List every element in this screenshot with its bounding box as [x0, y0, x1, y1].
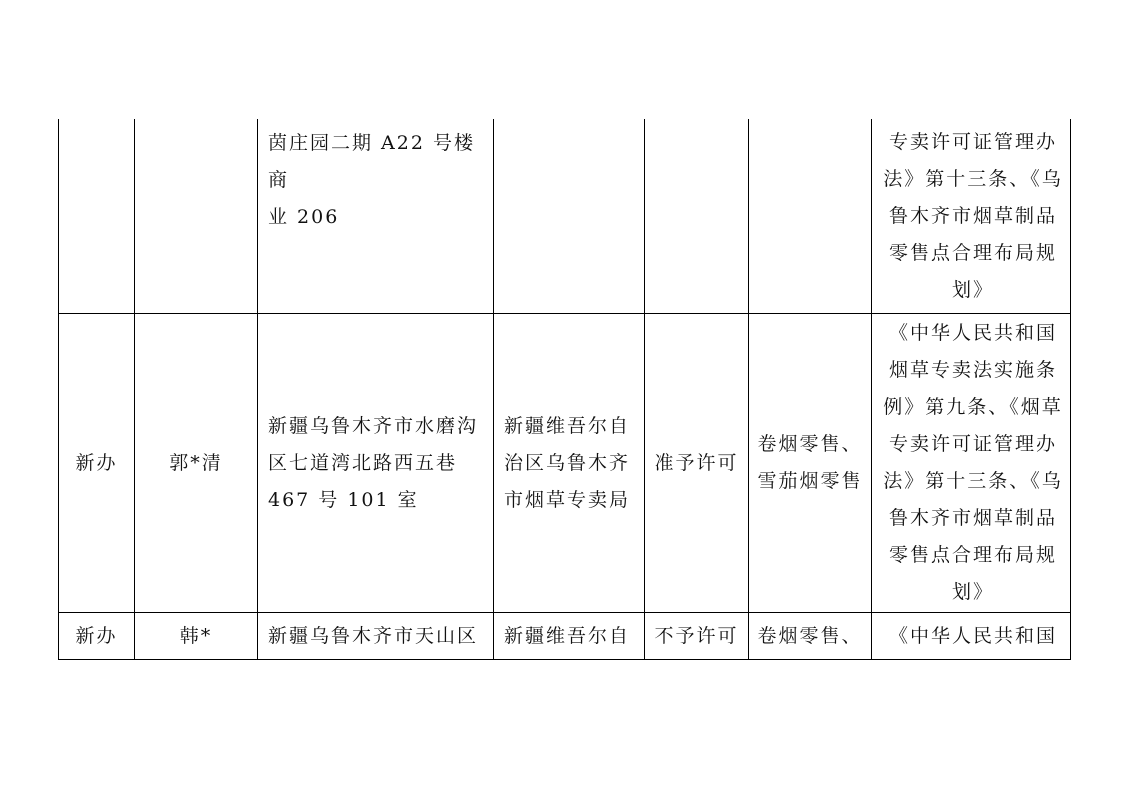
cell-name: 郭*清	[135, 314, 258, 613]
table-row	[59, 314, 1071, 613]
cell-scope	[749, 613, 872, 660]
basis-line: 烟草专卖法实施条	[888, 359, 1057, 381]
basis-line: 法》第十三条、《乌	[883, 167, 1063, 190]
basis-line: 鲁木齐市烟草制品	[888, 507, 1057, 529]
scope-line: 卷烟零售、	[757, 433, 863, 455]
basis-line: 法》第十三条、《乌	[883, 470, 1063, 492]
cell-type	[59, 119, 135, 314]
table-row	[59, 613, 1071, 660]
cell-authority	[494, 119, 645, 314]
scope-line: 卷烟零售、	[757, 624, 863, 647]
cell-address	[258, 314, 494, 613]
address-line: 新疆乌鲁木齐市水磨沟	[268, 414, 479, 437]
license-decision-table	[58, 119, 1071, 660]
basis-line: 专卖许可证管理办	[888, 433, 1057, 455]
address-line: 新疆乌鲁木齐市天山区	[268, 624, 479, 647]
cell-basis	[872, 613, 1071, 660]
table-row	[59, 119, 1071, 314]
scope-line: 雪茄烟零售	[757, 470, 863, 492]
basis-line: 例》第九条、《烟草	[883, 396, 1063, 418]
basis-line: 零售点合理布局规	[888, 544, 1057, 566]
cell-type: 新办	[59, 314, 135, 613]
address-line: 茵庄园二期 A22 号楼商	[268, 132, 475, 191]
address-line: 业 206	[268, 206, 340, 228]
basis-line: 零售点合理布局规	[888, 241, 1057, 264]
cell-decision: 不予许可	[645, 613, 749, 660]
basis-line: 划》	[951, 278, 994, 301]
cell-basis	[872, 314, 1071, 613]
cell-name: 韩*	[135, 613, 258, 660]
authority-line: 新疆维吾尔自	[504, 414, 631, 437]
cell-name	[135, 119, 258, 314]
cell-type: 新办	[59, 613, 135, 660]
cell-decision	[645, 119, 749, 314]
cell-address	[258, 119, 494, 314]
cell-scope	[749, 314, 872, 613]
basis-line: 《中华人民共和国	[888, 322, 1057, 344]
basis-line: 《中华人民共和国	[888, 624, 1057, 647]
cell-decision: 准予许可	[645, 314, 749, 613]
cell-authority	[494, 613, 645, 660]
cell-authority	[494, 314, 645, 613]
basis-line: 鲁木齐市烟草制品	[888, 204, 1057, 227]
cell-address	[258, 613, 494, 660]
authority-line: 新疆维吾尔自	[504, 624, 631, 647]
authority-line: 治区乌鲁木齐	[504, 451, 631, 474]
basis-line: 划》	[951, 581, 994, 603]
cell-basis	[872, 119, 1071, 314]
cell-scope	[749, 119, 872, 314]
authority-line: 市烟草专卖局	[504, 488, 631, 511]
basis-line: 专卖许可证管理办	[888, 130, 1057, 153]
address-line: 区七道湾北路西五巷	[268, 451, 458, 474]
address-line: 467 号 101 室	[268, 488, 419, 511]
